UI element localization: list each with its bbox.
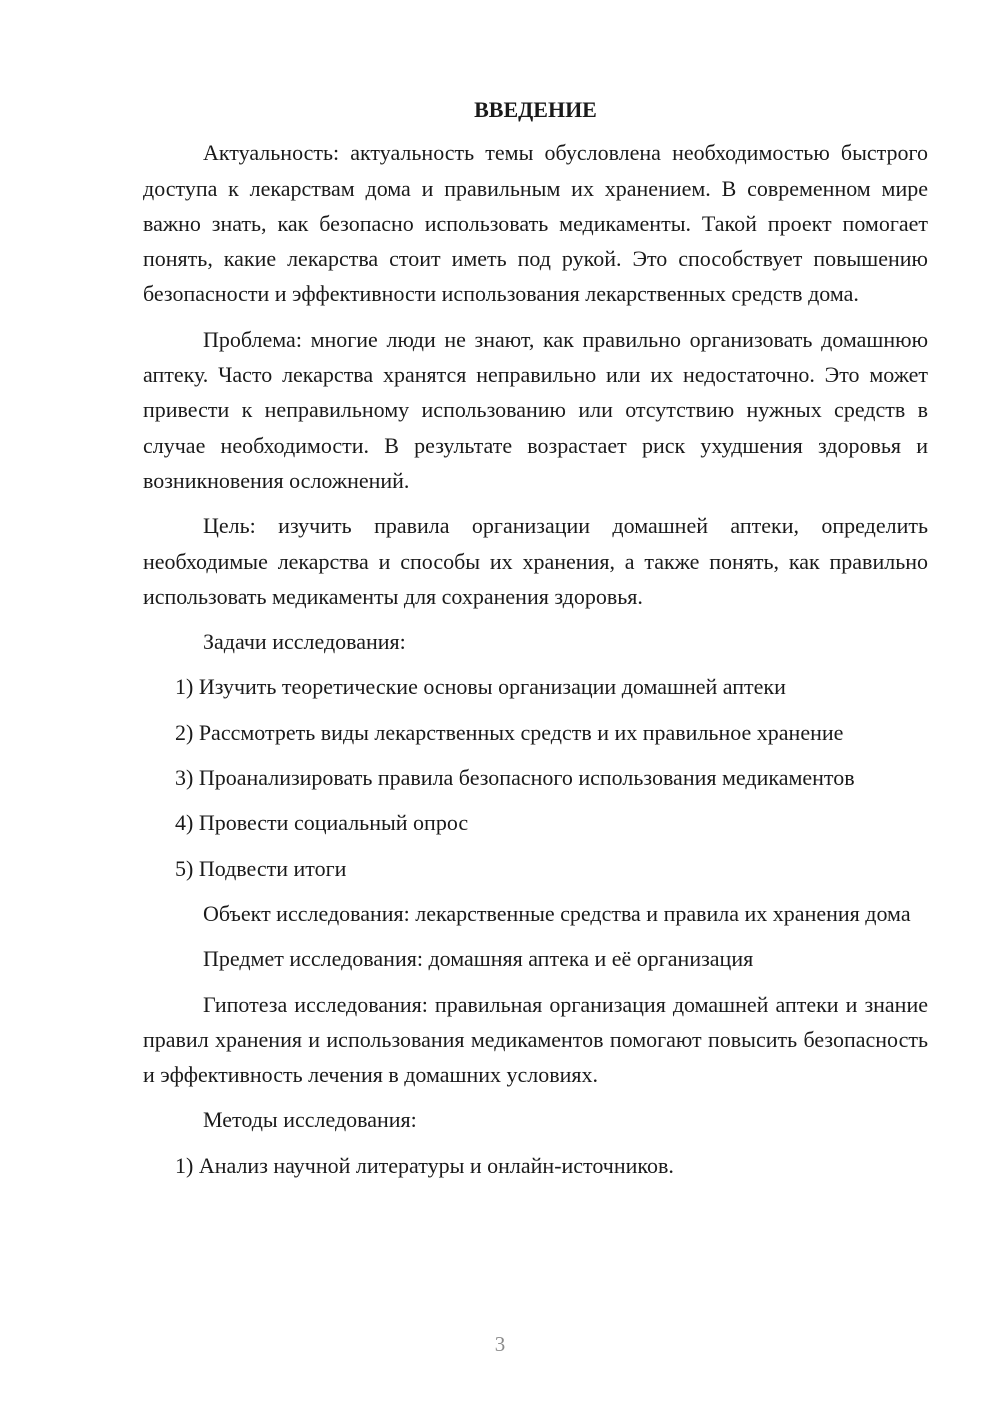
page-title: ВВЕДЕНИЕ — [474, 97, 597, 122]
paragraph-problem: Проблема: многие люди не знают, как правильно организовать домашнюю аптеку. Часто лекарства хранятся неправильно или их недостаточно. Это может привести к неправильному использованию или отсутствию нужных средств в случае необходимости. В результате возрастает риск ухудшения здоровья и возникновения осложнений. — [143, 326, 928, 493]
methods-heading: Методы исследования: — [203, 1107, 417, 1133]
tasks-heading: Задачи исследования: — [203, 629, 406, 655]
paragraph-object: Объект исследования: лекарственные средства и правила их хранения дома — [203, 900, 911, 926]
paragraph-relevance: Актуальность: актуальность темы обусловлена необходимостью быстрого доступа к лекарствам дома и правильным их хранением. В современном мире важно знать, как безопасно использовать медикаменты. Такой проект помогает понять, какие лекарства стоит иметь под рукой. Это способствует повышению безопасности и эффективности использования лекарственных средств дома. — [143, 140, 928, 307]
task-item-1: 1) Изучить теоретические основы организации домашней аптеки — [175, 674, 786, 700]
task-item-5: 5) Подвести итоги — [175, 855, 347, 881]
task-item-3: 3) Проанализировать правила безопасного использования медикаментов — [175, 765, 855, 791]
task-item-2: 2) Рассмотреть виды лекарственных средств и их правильное хранение — [175, 719, 844, 745]
document-page — [143, 92, 928, 1193]
page-number: 3 — [494, 1332, 506, 1356]
task-item-4: 4) Провести социальный опрос — [175, 810, 469, 836]
paragraph-subject: Предмет исследования: домашняя аптека и её организация — [203, 946, 754, 972]
method-item-1: 1) Анализ научной литературы и онлайн-источников. — [175, 1152, 674, 1178]
paragraph-goal: Цель: изучить правила организации домашней аптеки, определить необходимые лекарства и способы их хранения, а также понять, как правильно использовать медикаменты для сохранения здоровья. — [143, 513, 928, 609]
paragraph-hypothesis: Гипотеза исследования: правильная организация домашней аптеки и знание правил хранения и использования медикаментов помогают повысить безопасность и эффективность лечения в домашних условиях. — [143, 991, 928, 1088]
